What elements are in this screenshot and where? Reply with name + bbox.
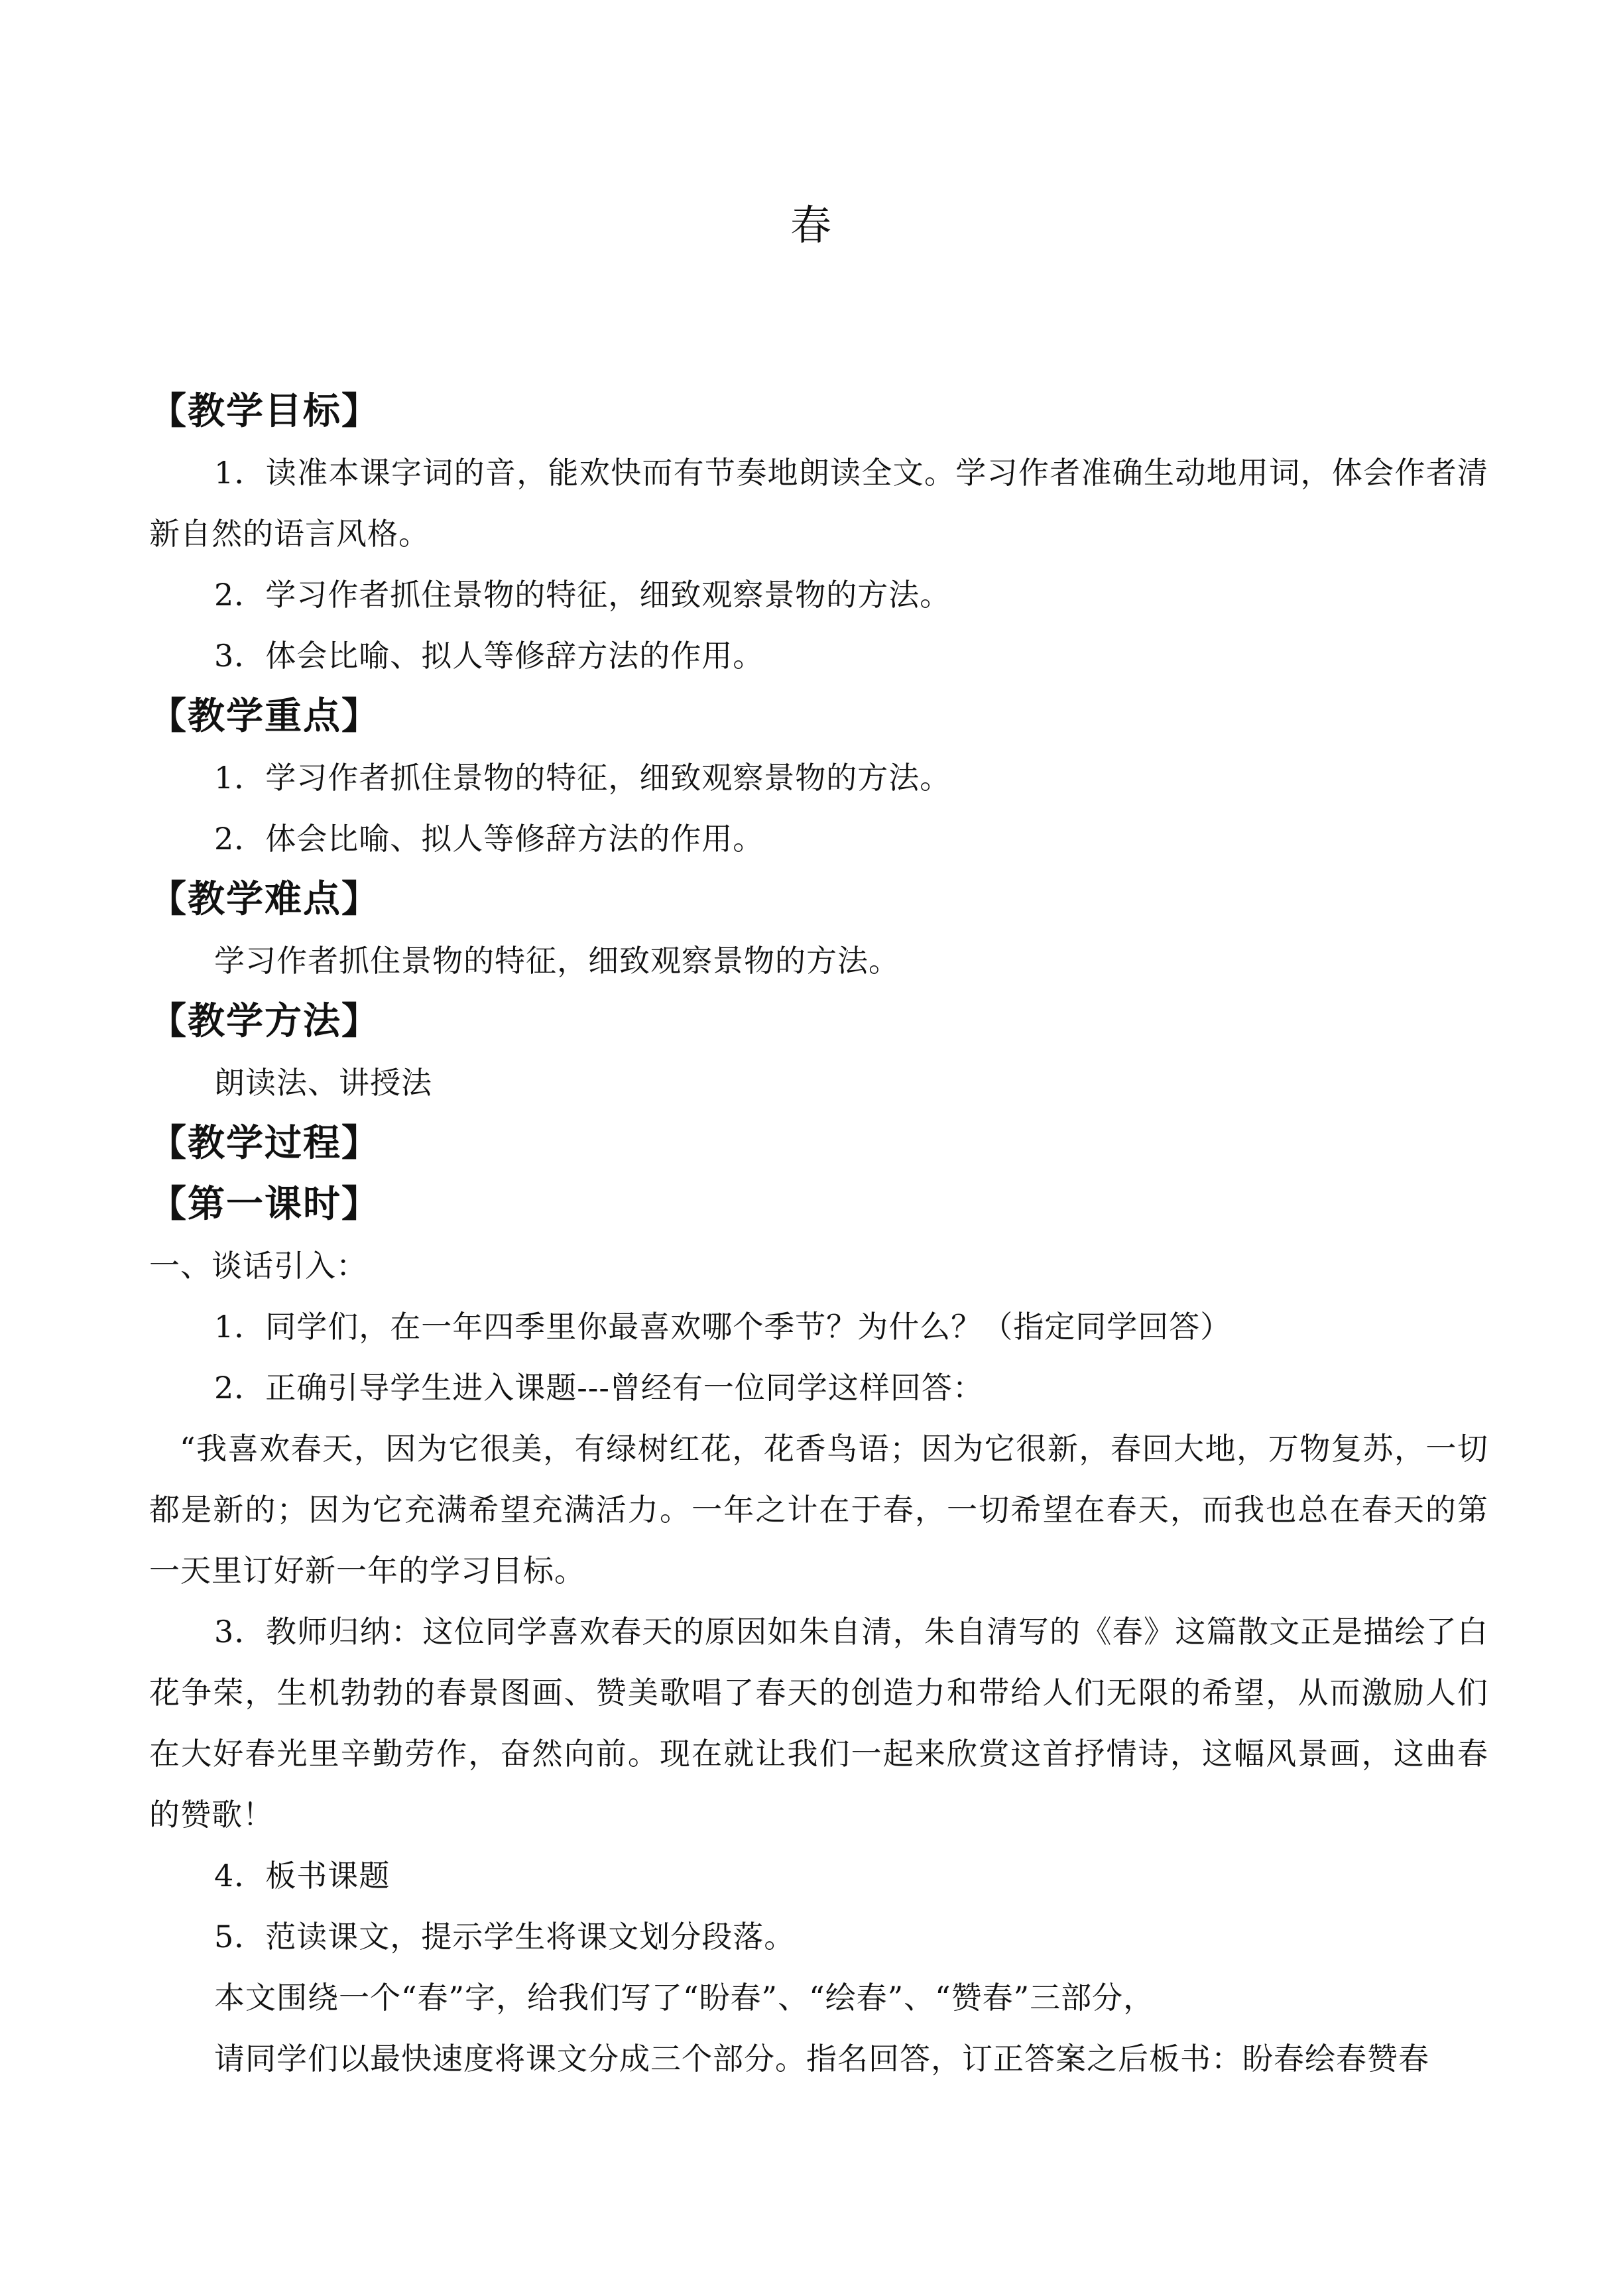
step-intro-heading: 一、谈话引入： xyxy=(149,1248,367,1284)
key-point-1: 1．学习作者抓住景物的特征，细致观察景物的方法。 xyxy=(214,760,951,796)
step-5: 5．范读课文，提示学生将课文划分段落。 xyxy=(214,1919,796,1955)
structure-task: 请同学们以最快速度将课文分成三个部分。指名回答，订正答案之后板书：盼春绘春赞春 xyxy=(214,2041,1429,2077)
document-title: 春 xyxy=(790,201,833,249)
student-quote: “我喜欢春天，因为它很美，有绿树红花，花香鸟语；因为它很新，春回大地，万物复苏，一切都是新的；因为它充满希望充满活力。一年之计在于春，一切希望在春天，而我也总在春天的第一天里订好新一年的学习目标。 xyxy=(149,1431,1488,1589)
section-heading-difficulties: 【教学难点】 xyxy=(149,878,380,921)
step-3: 3．教师归纳：这位同学喜欢春天的原因如朱自清，朱自清写的《春》这篇散文正是描绘了白花争荣，生机勃勃的春景图画、赞美歌唱了春天的创造力和带给人们无限的希望，从而激励人们在大好春光里辛勤劳作，奋然向前。现在就让我们一起来欣赏这首抒情诗，这幅风景画，这曲春的赞歌！ xyxy=(149,1614,1488,1833)
difficulty-1: 学习作者抓住景物的特征，细致观察景物的方法。 xyxy=(214,943,900,979)
objective-3: 3．体会比喻、拟人等修辞方法的作用。 xyxy=(214,638,764,674)
objective-1: 1．读准本课字词的音，能欢快而有节奏地朗读全文。学习作者准确生动地用词，体会作者清新自然的语言风格。 xyxy=(149,455,1488,552)
document-body xyxy=(149,381,1488,2089)
section-heading-key-points: 【教学重点】 xyxy=(149,695,380,738)
step-1: 1．同学们，在一年四季里你最喜欢哪个季节？为什么？（指定同学回答） xyxy=(214,1309,1232,1345)
section-heading-objectives: 【教学目标】 xyxy=(149,390,380,433)
key-point-2: 2．体会比喻、拟人等修辞方法的作用。 xyxy=(214,821,764,857)
structure-note: 本文围绕一个“春”字，给我们写了“盼春”、“绘春”、“赞春”三部分， xyxy=(214,1980,1155,2016)
objective-2: 2．学习作者抓住景物的特征，细致观察景物的方法。 xyxy=(214,577,951,613)
step-4: 4．板书课题 xyxy=(214,1858,391,1894)
section-heading-process: 【教学过程】 xyxy=(149,1122,380,1165)
method-1: 朗读法、讲授法 xyxy=(214,1065,432,1101)
section-heading-methods: 【教学方法】 xyxy=(149,1000,380,1043)
section-heading-first-lesson: 【第一课时】 xyxy=(149,1183,380,1226)
step-2: 2．正确引导学生进入课题---曾经有一位同学这样回答： xyxy=(214,1370,984,1406)
